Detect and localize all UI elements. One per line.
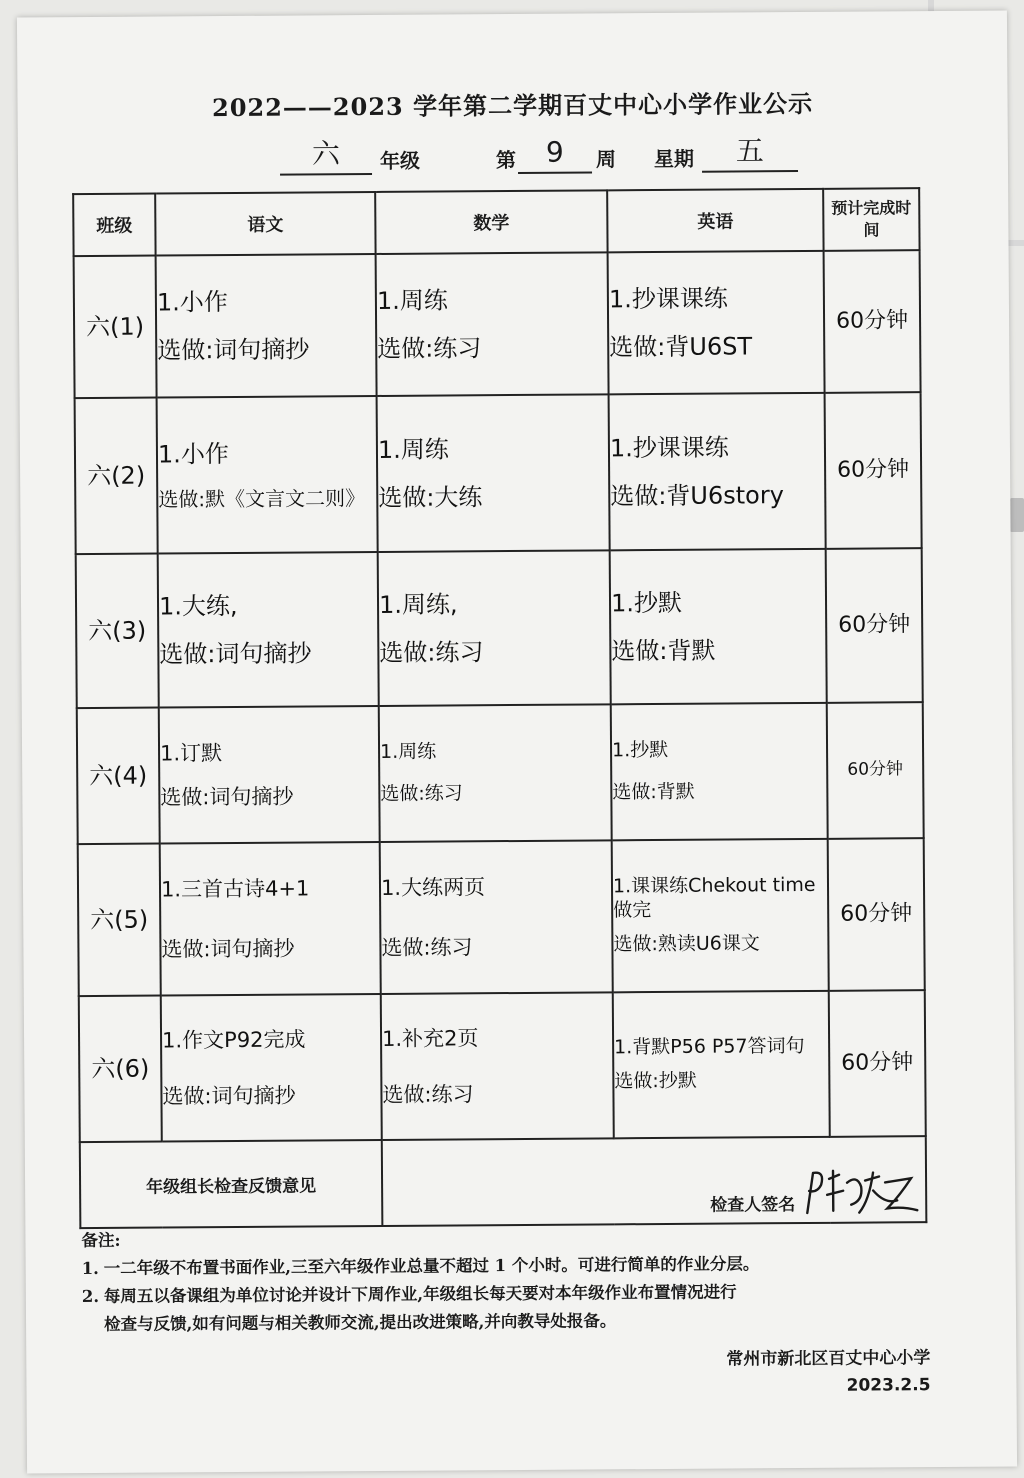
math-cell <box>376 252 609 396</box>
english-cell <box>612 839 829 993</box>
english-cell <box>613 991 830 1139</box>
english-cell <box>610 549 827 705</box>
chinese-cell <box>157 396 378 554</box>
class-cell: 六(3) <box>76 554 159 709</box>
math-required: 1.补充2页 <box>381 1026 479 1051</box>
english-optional: 选做:背U6ST <box>609 332 753 362</box>
english-required: 1.抄课课练 <box>608 284 728 314</box>
class-cell: 六(1) <box>74 256 157 399</box>
note-number: 1. <box>81 1258 99 1279</box>
math-cell <box>379 704 612 842</box>
english-optional: 选做:背U6story <box>610 481 784 511</box>
chinese-cell <box>156 254 377 398</box>
table-row <box>78 838 925 996</box>
col-header-math: 数学 <box>375 190 607 254</box>
chinese-optional: 选做:词句摘抄 <box>161 936 295 962</box>
feedback-row <box>80 1136 927 1228</box>
feedback-label: 年级组长检查反馈意见 <box>80 1140 383 1228</box>
math-optional: 选做:练习 <box>380 782 463 805</box>
math-optional: 选做:练习 <box>382 1082 474 1107</box>
table-row <box>76 548 923 708</box>
page-title: 2022——2023 学年第二学期百丈中心小学作业公示 <box>211 88 814 123</box>
math-cell <box>377 394 610 552</box>
english-optional: 选做:抄默 <box>614 1069 697 1093</box>
math-optional: 选做:练习 <box>379 638 484 667</box>
class-cell: 六(6) <box>79 995 162 1142</box>
chinese-cell <box>160 842 381 996</box>
signature-area <box>383 1138 926 1224</box>
time-cell: 60分钟 <box>826 548 923 703</box>
class-cell: 六(2) <box>75 398 158 555</box>
english-cell <box>609 393 826 551</box>
english-cell <box>611 703 828 841</box>
english-required: 1.抄课课练 <box>609 433 729 463</box>
school-name: 常州市新北区百丈中心小学 <box>726 1348 931 1370</box>
issue-date: 2023.2.5 <box>846 1375 931 1396</box>
chinese-cell <box>158 552 379 708</box>
col-header-english: 英语 <box>607 189 823 253</box>
handwritten-signature <box>799 1160 919 1221</box>
time-cell: 60分钟 <box>827 702 924 839</box>
weekday-value: 五 <box>702 134 798 173</box>
table-row <box>77 702 924 844</box>
chinese-optional: 选做:词句摘抄 <box>162 1083 296 1109</box>
chinese-optional: 选做:词句摘抄 <box>160 784 294 810</box>
math-optional: 选做:练习 <box>381 935 473 960</box>
english-optional: 选做:熟读U6课文 <box>613 932 760 956</box>
math-cell <box>378 550 611 706</box>
week-info <box>18 134 1008 184</box>
math-optional: 选做:大练 <box>378 483 483 512</box>
chinese-required: 1.大练, <box>158 591 238 621</box>
note-text: 每周五以备课组为单位讨论并设计下周作业,年级组长每天要对本年级作业布置情况进行 <box>103 1282 737 1306</box>
math-optional: 选做:练习 <box>377 334 482 363</box>
grade-value: 六 <box>280 137 372 176</box>
time-cell: 60分钟 <box>828 838 925 991</box>
notes-section <box>81 1221 942 1339</box>
weekday-label: 星期 <box>653 146 695 172</box>
english-required: 1.抄默 <box>611 739 669 762</box>
time-cell: 60分钟 <box>824 250 921 393</box>
math-required: 1.周练 <box>379 740 437 764</box>
table-row <box>75 392 922 554</box>
chinese-required: 1.小作 <box>156 288 228 317</box>
note-number: 2. <box>81 1286 100 1307</box>
english-optional: 选做:背默 <box>612 780 695 804</box>
chinese-optional: 选做:默《文言文二则》 <box>158 485 366 511</box>
chinese-cell <box>159 706 380 844</box>
homework-table <box>72 187 927 1229</box>
chinese-optional: 选做:词句摘抄 <box>157 335 310 365</box>
math-required: 1.大练两页 <box>380 874 486 900</box>
grade-label: 年级 <box>379 148 421 173</box>
english-required: 1.课课练Chekout time做完 <box>612 874 816 922</box>
notes-heading: 备注: <box>81 1230 121 1251</box>
col-header-class: 班级 <box>73 194 155 257</box>
math-required: 1.周练 <box>376 286 448 315</box>
class-cell: 六(4) <box>77 708 160 845</box>
col-header-chinese: 语文 <box>155 192 375 256</box>
note-text: 一二年级不布置书面作业,三至六年级作业总量不超过 1 个小时。可进行简单的作业分层。 <box>103 1254 760 1278</box>
signer-label: 检查人签名 <box>710 1195 796 1216</box>
table-row <box>79 990 926 1142</box>
math-cell <box>381 992 614 1140</box>
english-optional: 选做:背默 <box>611 636 716 666</box>
english-required: 1.背默P56 P57答词句 <box>614 1035 805 1059</box>
time-cell: 60分钟 <box>825 392 922 549</box>
chinese-optional: 选做:词句摘抄 <box>159 639 312 669</box>
week-prefix: 第 <box>495 147 517 173</box>
chinese-required: 1.作文P92完成 <box>161 1027 306 1053</box>
english-cell <box>608 251 825 395</box>
class-cell: 六(5) <box>78 843 161 996</box>
col-header-time: 预计完成时间 <box>823 188 919 251</box>
clip-tab <box>1010 498 1024 532</box>
chinese-required: 1.订默 <box>159 740 223 766</box>
math-required: 1.周练 <box>377 435 449 464</box>
chinese-cell <box>161 994 382 1142</box>
table-header-row <box>73 188 919 256</box>
homework-sheet <box>17 11 1017 1474</box>
math-cell <box>380 840 613 994</box>
week-value: 9 <box>518 135 592 174</box>
table-row <box>74 250 921 398</box>
chinese-required: 1.小作 <box>157 439 229 468</box>
chinese-required: 1.三首古诗4+1 <box>160 876 310 902</box>
note-continuation: 检查与反馈,如有问题与相关教师交流,提出改进策略,并向教导处报备。 <box>103 1311 617 1334</box>
week-suffix: 周 <box>595 147 617 172</box>
english-required: 1.抄默 <box>610 588 683 618</box>
feedback-cell <box>382 1136 927 1226</box>
math-required: 1.周练, <box>378 590 458 619</box>
time-cell: 60分钟 <box>829 990 926 1137</box>
